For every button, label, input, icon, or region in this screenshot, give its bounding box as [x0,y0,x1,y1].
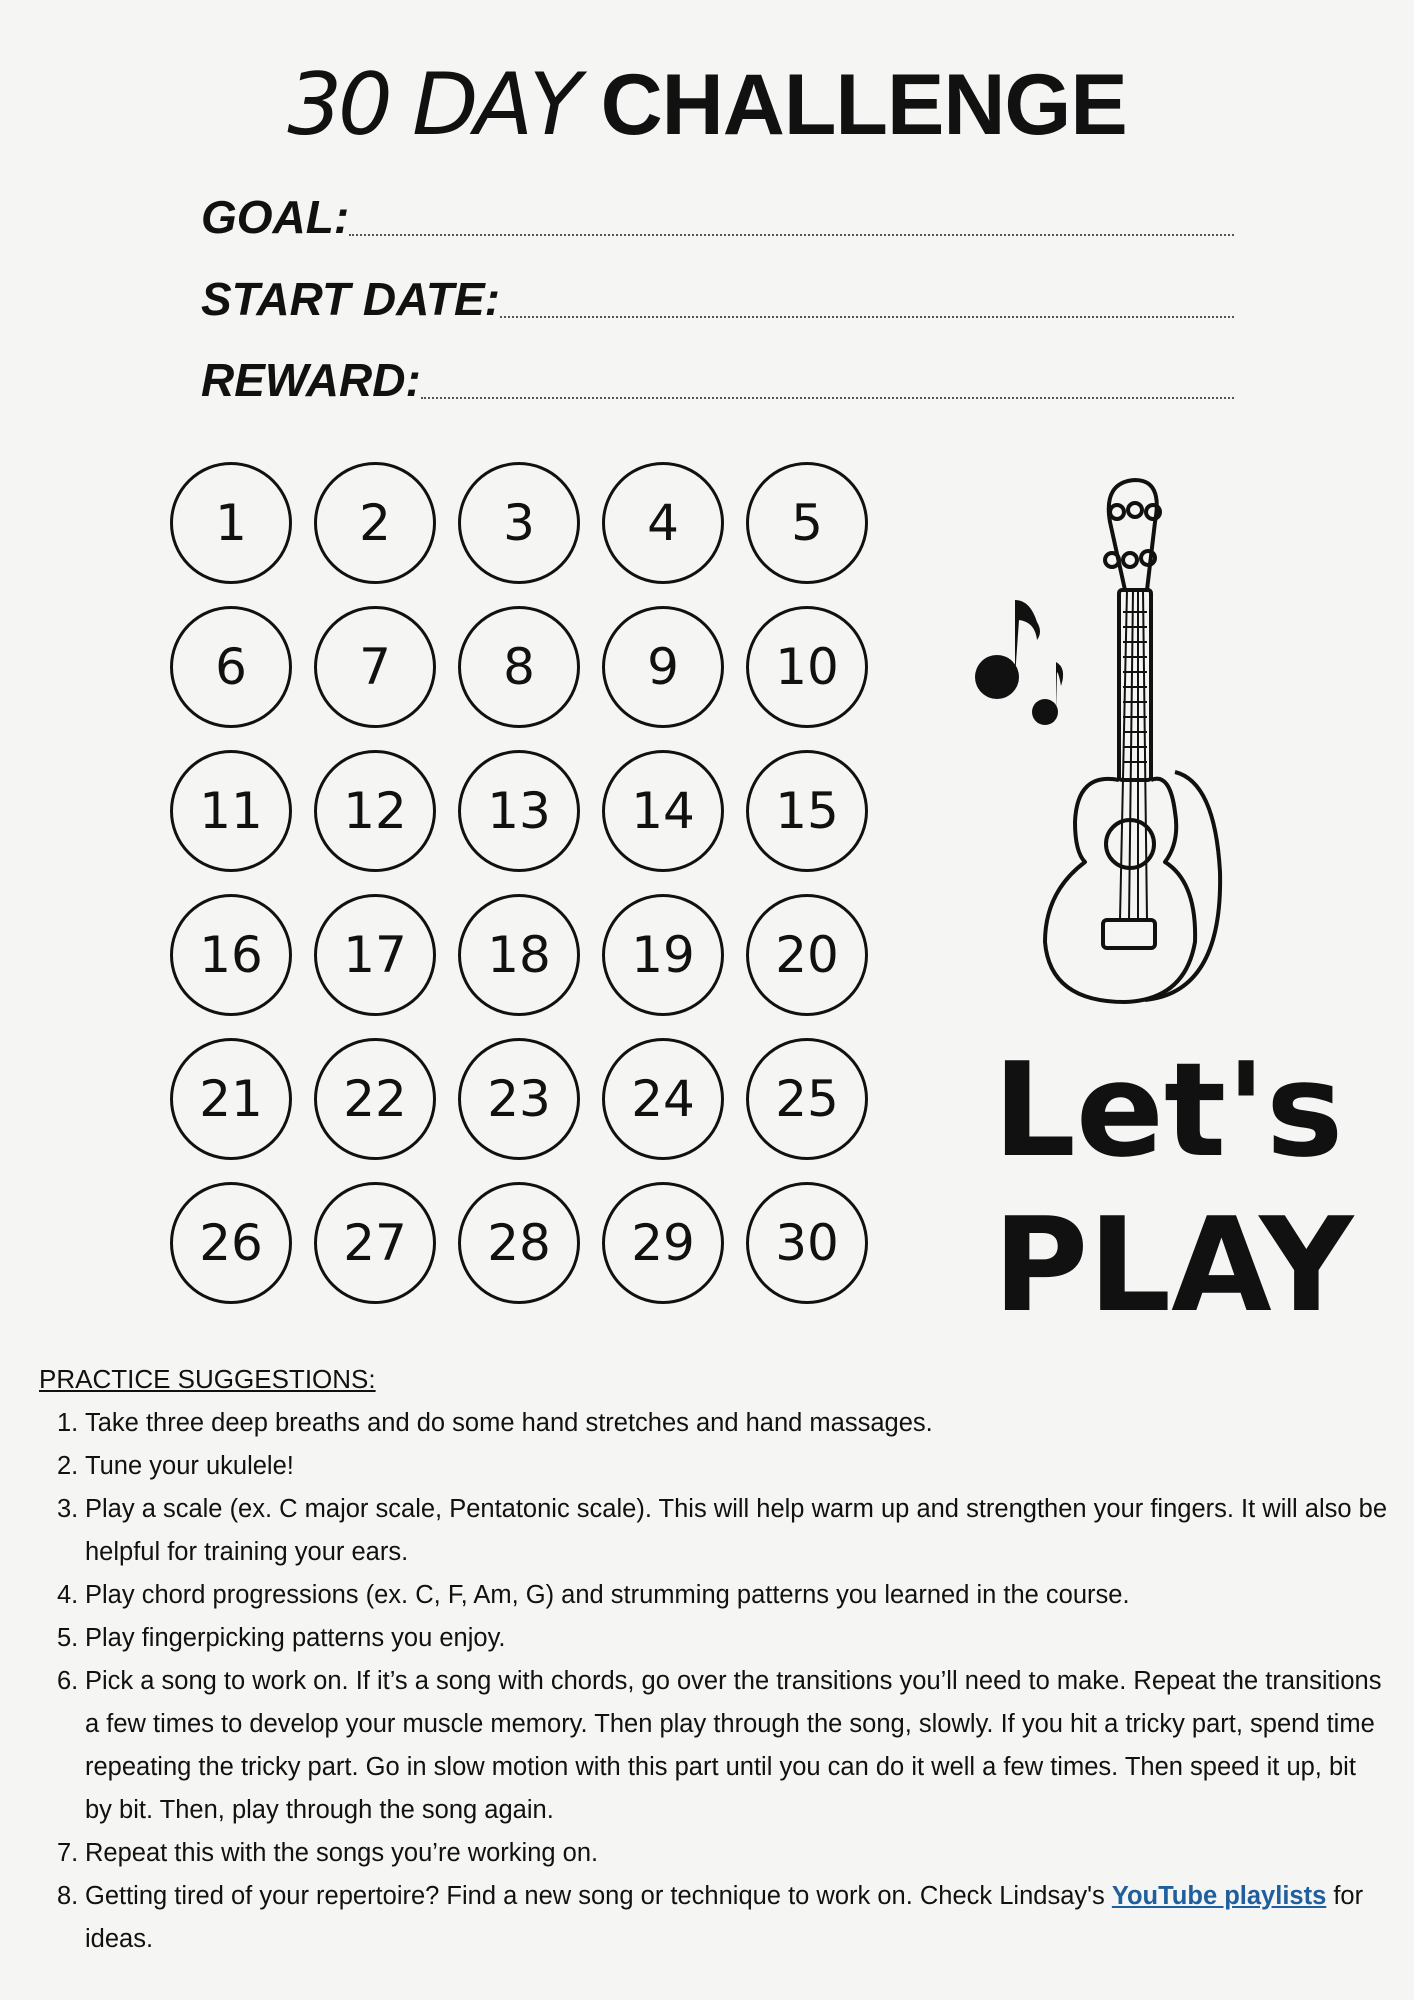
day-circle[interactable]: 26 [170,1182,292,1304]
day-circle[interactable]: 23 [458,1038,580,1160]
title-bold: CHALLENGE [600,57,1127,153]
day-circle[interactable]: 16 [170,894,292,1016]
day-circle[interactable]: 21 [170,1038,292,1160]
list-item [39,1402,1389,1445]
day-circle[interactable]: 22 [314,1038,436,1160]
day-circle[interactable]: 29 [602,1182,724,1304]
practice-suggestions [39,1362,1389,1961]
day-circle[interactable]: 24 [602,1038,724,1160]
day-circle[interactable]: 17 [314,894,436,1016]
list-item [39,1488,1389,1574]
title-light: 30 DAY [287,55,578,155]
goal-field[interactable] [201,180,1234,243]
item-number: 4. [57,1581,79,1609]
reward-line[interactable] [421,396,1234,399]
day-circle[interactable]: 19 [602,894,724,1016]
lettering-lets: Let's [993,1034,1344,1186]
day-circle[interactable]: 9 [602,606,724,728]
ukulele-icon [975,472,1235,1012]
reward-field[interactable] [201,343,1234,406]
page-title [0,55,1414,155]
start-date-label: START DATE: [201,273,500,325]
item-number: 5. [57,1624,79,1652]
list-item [39,1574,1389,1617]
list-item [39,1832,1389,1875]
item-text-before: Getting tired of your repertoire? Find a new song or technique to work on. Check Lindsay's [85,1882,1112,1910]
start-date-field[interactable] [201,262,1234,325]
day-circle[interactable]: 18 [458,894,580,1016]
list-item [39,1445,1389,1488]
day-circle[interactable]: 4 [602,462,724,584]
item-number: 3. [57,1495,79,1523]
item-text-after: for ideas. [85,1882,1364,1953]
day-circle[interactable]: 20 [746,894,868,1016]
day-circle[interactable]: 2 [314,462,436,584]
day-circle[interactable]: 25 [746,1038,868,1160]
lets-play-lettering [985,1030,1354,1341]
start-date-line[interactable] [500,315,1234,318]
day-circle[interactable]: 12 [314,750,436,872]
day-circle[interactable]: 5 [746,462,868,584]
day-circle[interactable]: 10 [746,606,868,728]
day-grid [170,462,880,1312]
item-number: 6. [57,1667,79,1695]
day-circle[interactable]: 8 [458,606,580,728]
item-number: 1. [57,1409,79,1437]
youtube-playlists-link[interactable]: YouTube playlists [1111,1882,1327,1910]
day-circle[interactable]: 13 [458,750,580,872]
item-number: 7. [57,1839,79,1867]
item-text: Tune your ukulele! [85,1452,294,1480]
day-circle[interactable]: 11 [170,750,292,872]
day-circle[interactable]: 28 [458,1182,580,1304]
item-text: Play chord progressions (ex. C, F, Am, G) and strumming patterns you learned in the course. [85,1581,1130,1609]
item-number: 8. [57,1882,79,1910]
day-circle[interactable]: 15 [746,750,868,872]
item-text: Play fingerpicking patterns you enjoy. [85,1624,506,1652]
day-circle[interactable]: 30 [746,1182,868,1304]
list-item [39,1875,1389,1961]
day-circle[interactable]: 7 [314,606,436,728]
list-item [39,1660,1389,1832]
item-text: Play a scale (ex. C major scale, Pentatonic scale). This will help warm up and strengthen your fingers. It will also be helpful for training your ears. [85,1495,1388,1566]
item-text: Pick a song to work on. If it’s a song with chords, go over the transitions you’ll need to make. Repeat the transitions a few times to develop your muscle memory. Then play through the song, slowly. If you hit a tricky part, spend time repeating the tricky part. Go in slow motion with this part until you can do it well a few times. Then speed it up, bit by bit. Then, play through the song again. [85,1667,1382,1824]
day-circle[interactable]: 6 [170,606,292,728]
goal-line[interactable] [349,233,1234,236]
lettering-play: PLAY [993,1189,1354,1341]
item-text: Repeat this with the songs you’re working on. [85,1839,599,1867]
practice-heading: PRACTICE SUGGESTIONS: [39,1364,376,1394]
day-circle[interactable]: 14 [602,750,724,872]
list-item [39,1617,1389,1660]
practice-list [39,1402,1389,1961]
day-circle[interactable]: 1 [170,462,292,584]
reward-label: REWARD: [201,354,421,406]
item-text: Take three deep breaths and do some hand stretches and hand massages. [85,1409,933,1437]
item-number: 2. [57,1452,79,1480]
day-circle[interactable]: 3 [458,462,580,584]
goal-label: GOAL: [201,191,350,243]
day-circle[interactable]: 27 [314,1182,436,1304]
